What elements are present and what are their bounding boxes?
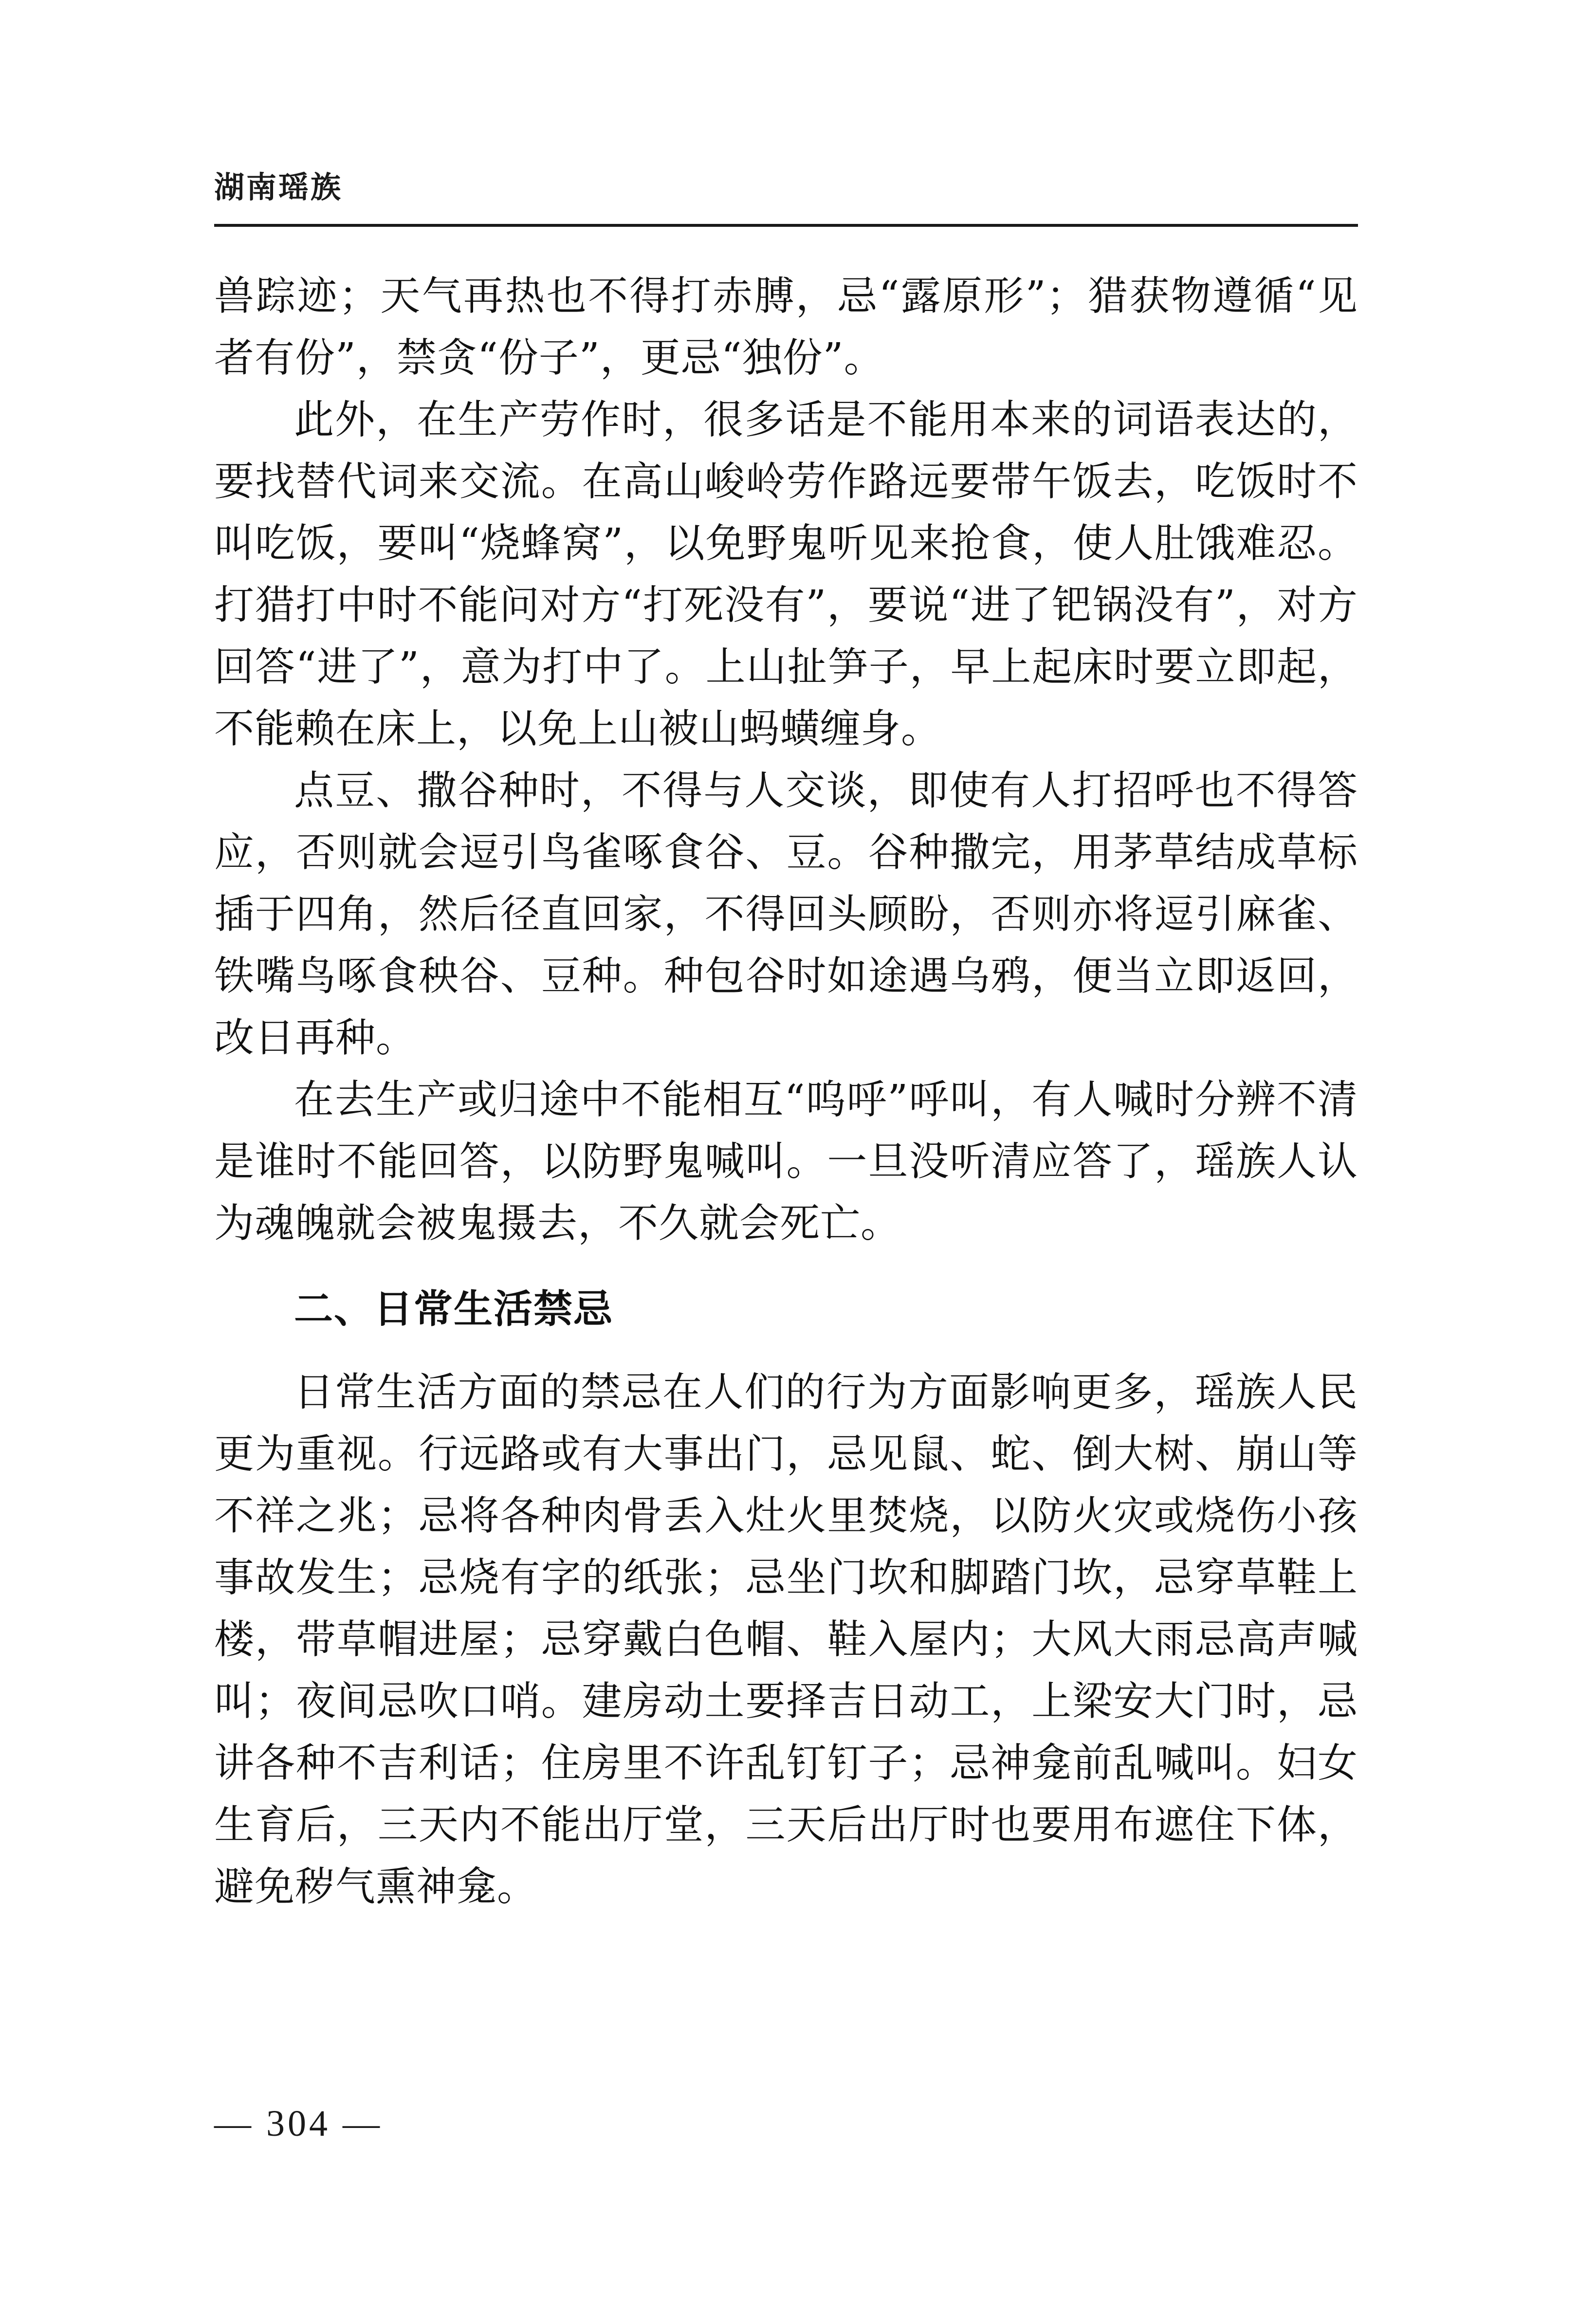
paragraph-substitute-words: 此外，在生产劳作时，很多话是不能用本来的词语表达的，要找替代词来交流。在高山峻岭劳作路远要带午饭去，吃饭时不叫吃饭，要叫“烧蜂窝”，以免野鬼听见来抢食，使人肚饿难忍。打猎打中时不能问对方“打死没有”，要说“进了钯锅没有”，对方回答“进了”，意为打中了。上山扯笋子，早上起床时要立即起，不能赖在床上，以免上山被山蚂蟥缠身。 (214, 397, 1358, 752)
header-rule-divider (214, 224, 1358, 227)
page-number: — 304 — (214, 2103, 383, 2144)
body-text (214, 265, 1358, 1918)
paragraph-continuation: 兽踪迹；天气再热也不得打赤膊，忌“露原形”；猎获物遵循“见者有份”，禁贪“份子”，更忌“独份”。 (214, 273, 1358, 381)
running-head-title: 湖南瑶族 (214, 169, 343, 205)
paragraph-sowing-taboos: 点豆、撒谷种时，不得与人交谈，即使有人打招呼也不得答应，否则就会逗引鸟雀啄食谷、豆。谷种撒完，用茅草结成草标插于四角，然后径直回家，不得回头顾盼，否则亦将逗引麻雀、铁嘴鸟啄食秧谷、豆种。种包谷时如途遇乌鸦，便当立即返回，改日再种。 (214, 768, 1358, 1061)
paragraph-daily-life-taboos: 日常生活方面的禁忌在人们的行为方面影响更多，瑶族人民更为重视。行远路或有大事出门，忌见鼠、蛇、倒大树、崩山等不祥之兆；忌将各种肉骨丢入灶火里焚烧，以防火灾或烧伤小孩事故发生；忌烧有字的纸张；忌坐门坎和脚踏门坎，忌穿草鞋上楼，带草帽进屋；忌穿戴白色帽、鞋入屋内；大风大雨忌高声喊叫；夜间忌吹口哨。建房动土要择吉日动工，上梁安大门时，忌讲各种不吉利话；住房里不许乱钉钉子；忌神龛前乱喊叫。妇女生育后，三天内不能出厅堂，三天后出厅时也要用布遮住下体，避免秽气熏神龛。 (214, 1369, 1358, 1910)
section-heading: 二、日常生活禁忌 (294, 1286, 613, 1332)
paragraph-calling-taboos: 在去生产或归途中不能相互“呜呼”呼叫，有人喊时分辨不清是谁时不能回答，以防野鬼喊叫。一旦没听清应答了，瑶族人认为魂魄就会被鬼摄去，不久就会死亡。 (214, 1077, 1358, 1247)
